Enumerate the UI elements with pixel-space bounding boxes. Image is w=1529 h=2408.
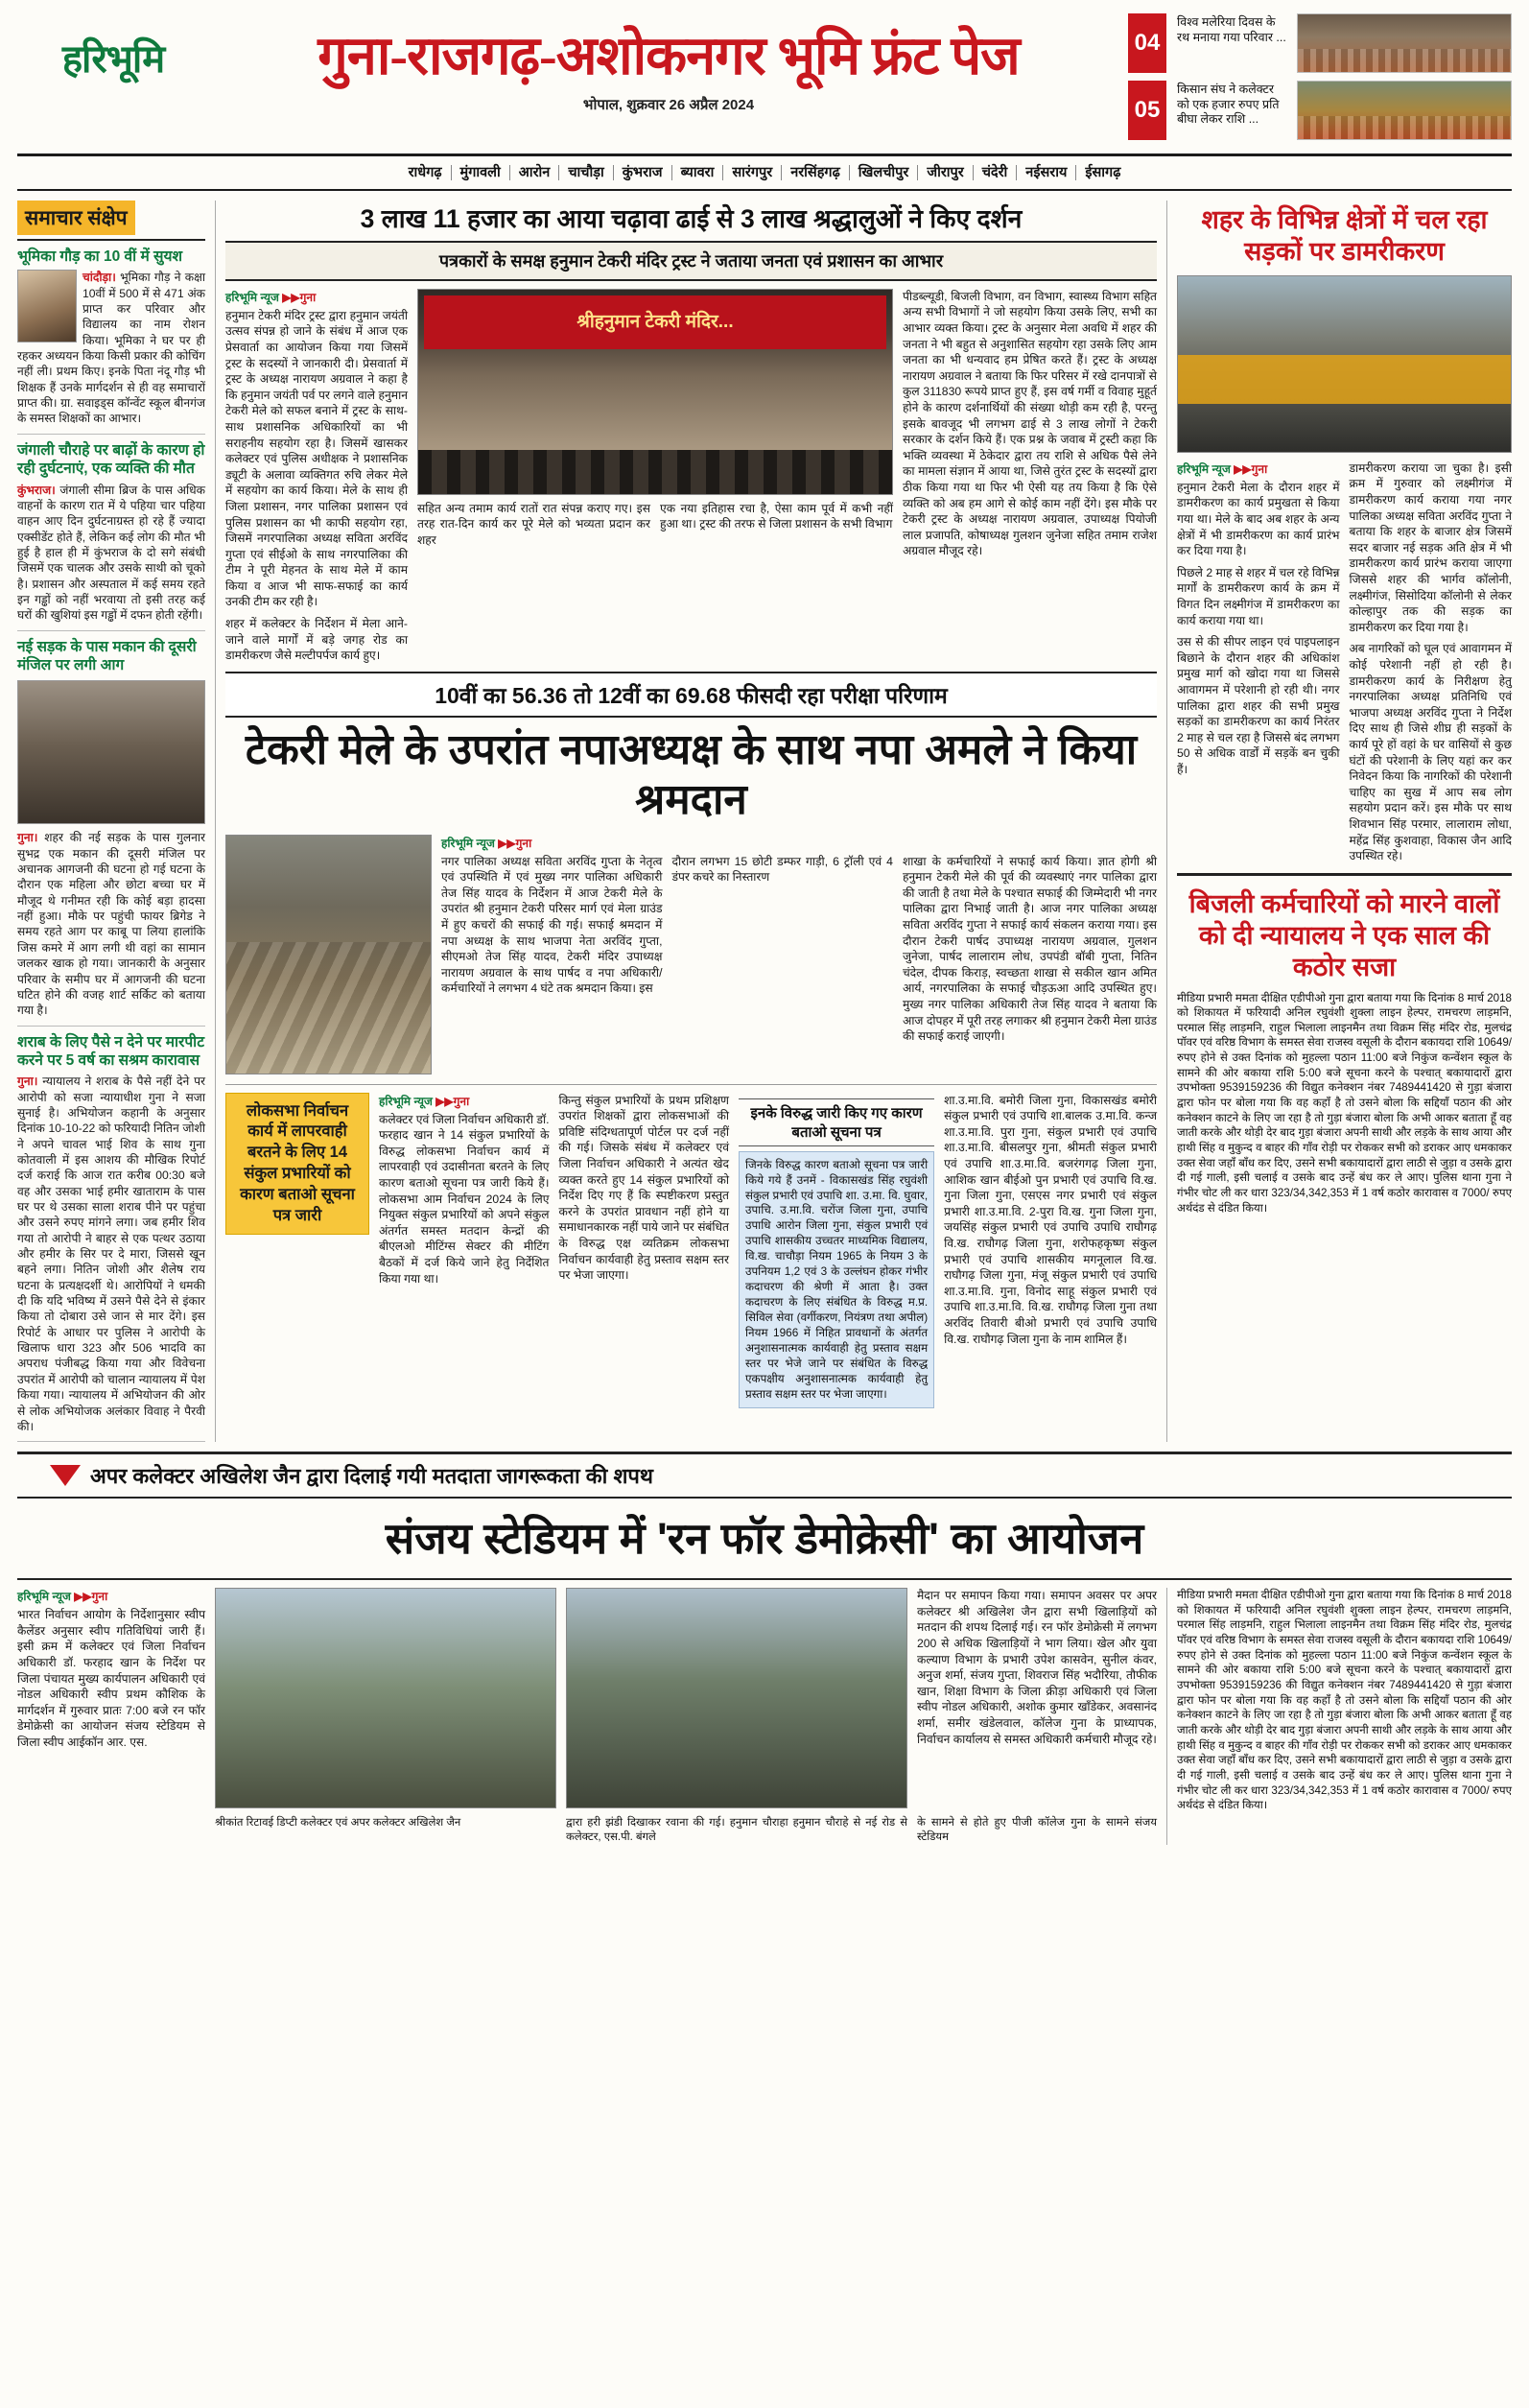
masthead-center <box>209 13 1128 114</box>
promo-photo <box>1297 81 1512 140</box>
promo-text: विश्व मलेरिया दिवस के रथ मनाया गया परिवार ... <box>1177 15 1286 44</box>
run-caption-1: श्रीकांत रिटावई डिप्टी कलेक्टर एवं अपर कलेक्टर अखिलेश जैन <box>215 1817 461 1830</box>
run-caption-3: के सामने से होते हुए पीजी कॉलेज गुना के सामने संजय स्टेडियम <box>917 1817 1157 1844</box>
bottom-col-2 <box>215 1588 1157 1845</box>
shramdan-row <box>225 835 1157 1074</box>
publication-logo: हरिभूमि <box>61 37 165 81</box>
nav-item[interactable]: चंदेरी <box>974 165 1018 180</box>
byline-location: गुना <box>1251 461 1268 476</box>
promo-item[interactable] <box>1128 81 1512 140</box>
brief-dateline: कुंभराज। <box>17 483 56 497</box>
notice-col-4 <box>944 1093 1157 1409</box>
nav-item[interactable]: आरोन <box>510 165 560 180</box>
byline-brand: हरिभूमि न्यूज <box>17 1590 71 1604</box>
road-para-4: डामरीकरण कराया जा चुका है। इसी क्रम में गुरुवार को लक्ष्मीगंज में डामरीकरण कार्य कराया गया नगर पालिका अध्यक्ष सविता अरविंद गुप्ता ने बताया कि शहर के बाजार क्षेत्र जिसमें सदर बाजार नई सड़क अति क्षेत्र में भी डामरीकरण कार्य प्रारंभ कराया जाएगा जिससे शहर की भार्गव कॉलोनी, लक्ष्मीगंज, सिसोदिया कॉलोनी से लेकर कोल्हापुर तक की सड़क का डामरीकरण कर दिया गया है। <box>1349 460 1512 634</box>
byline: हरिभूमि न्यूज ▶▶गुना <box>17 1590 108 1604</box>
byline-location: गुना <box>299 290 317 304</box>
microphone-row <box>418 450 892 494</box>
lead-kicker: 3 लाख 11 हजार का आया चढ़ावा ढाई से 3 लाख श्रद्धालुओं ने किए दर्शन <box>225 201 1157 243</box>
brief-headline: जंगाली चौराहे पर बाढ़ों के कारण हो रही दुर्घटनाएं, एक व्यक्ति की मौत <box>17 441 205 478</box>
road-para-3: उस से की सीपर लाइन एवं पाइपलाइन बिछाने के दौरान शहर की अधिकांश प्रमुख मार्ग को खोदा गया था जिससे आवागमन में परेशानी हो रही थी। नगर पालिका द्वारा शहर की सभी प्रमुख सड़कों का डामरीकरण का कार्य निरंतर 2 माह से चल रहा है जिससे बंद लगभग 50 से अधिक वार्डों में सड़कें बन चुकी हैं। <box>1177 635 1340 776</box>
triangle-marker-icon <box>50 1465 81 1486</box>
sanku l-story-row <box>225 1084 1157 1409</box>
byline: हरिभूमि न्यूज ▶▶गुना <box>441 836 532 850</box>
main-grid <box>17 201 1512 1442</box>
road-col-1 <box>1177 460 1340 864</box>
oath-band <box>17 1452 1512 1499</box>
road-roller-photo <box>1177 275 1512 453</box>
run-photos-row <box>215 1588 1157 1808</box>
lead-paragraph-2: शहर में कलेक्टर के निर्देशन में मेला आने-जाने वाले मार्गों में बड़े जगह रोड का डामरीकरण जैसे मल्टीपर्पज कार्य हुए। <box>225 617 408 663</box>
run-for-democracy-headline: संजय स्टेडियम में 'रन फॉर डेमोक्रेसी' का आयोजन <box>17 1499 1512 1580</box>
nav-item[interactable]: जीरापुर <box>918 165 973 180</box>
nav-item[interactable]: नईसराय <box>1017 165 1076 180</box>
brief-text: जंगाली सीमा ब्रिज के पास अधिक वाहनों के कारण रात में ये पहिया चार पहिया वाहन आए दिन दुर्घटनाग्रस्त हो रहे हैं ज्यादा एक्सीडेंट होते हैं, लेकिन कई लोग की मौत भी हुई है हाल ही में कुंभराज के दो सगे संबंधी जिसमें एक चालक और उसके साथी को चूको है। प्रशासन और अस्पताल में कई समय रहते इन गड्ढों को नहीं भरवाया तो इसी तरह कई घरों की खुशियां इस गड्ढों में दफन होती रहेंगी। <box>17 483 205 623</box>
shramdan-para-3: शाखा के कर्मचारियों ने सफाई कार्य किया। ज्ञात होगी श्री हनुमान टेकरी मेले की पूर्व की व्यवस्थाएं नगर पालिका द्वारा की जाती है तथा मेले के पश्चात सफाई की जिम्मेदारी भी नगर पालिका द्वारा निभाई जाती है। आज नगर पालिका अध्यक्ष सविता अरविंद गुप्ता ने सफाई कार्य संकलन कराया गया। इस दौरान टेकरी पार्षद उपाध्यक्ष नारायण अग्रवाल, गुलशन जुनेजा, पार्षद लालाराम लोध, उपपंडी बॉबी गुप्ता, नितिन चंदेल, दीपक किराड़, स्वच्छता शाखा से सकील खान अमित आर्य, नगरपालिका के सफाई चौड़ऊआ आदि उपस्थित हुए। मुख्य नगर पालिका अधिकारी तेज सिंह यादव ने बताया कि आज दोपहर में पूरी तरह लगाकर श्री हनुमान टेकरी मेला ग्राउंड की सफाई कराई जाएगी। <box>902 854 1157 1044</box>
sidebar-header <box>17 201 205 241</box>
run-para-1: भारत निर्वाचन आयोग के निर्देशानुसार स्वीप कैलेंडर अनुसार स्वीप गतिविधियां जारी हैं। इसी क्रम में कलेक्टर एवं जिला निर्वाचन अधिकारी डॉ. फरहाद खान के निर्देश पर जिला पंचायत मुख्य कार्यपालन अधिकारी एवं नोडल अधिकारी स्वीप प्रथम कौशिक के मार्गदर्शन में गुरुवार प्रातः 7:00 बजे रन फॉर डेमोक्रेसी का आयोजन संजय स्टेडियम से जिला स्वीप आईकॉन आर. एस. <box>17 1608 205 1749</box>
road-story-body <box>1177 460 1512 864</box>
brief-body <box>17 1074 205 1434</box>
run-photo-2-block <box>566 1588 907 1808</box>
byline-location: गुना <box>453 1094 470 1108</box>
nav-item[interactable]: ब्यावरा <box>672 165 724 180</box>
byline-brand: हरिभूमि न्यूज <box>441 836 495 850</box>
byline-brand: हरिभूमि न्यूज <box>1177 461 1231 476</box>
lead-col-1 <box>225 289 408 664</box>
notice-blue-box: जिनके विरुद्ध कारण बताओ सूचना पत्र जारी किये गये हैं उनमें - विकासखंड सिंह रघुवंशी संकुल प्रभारी एवं उपाचि शा. उ.मा. वि. घुवार, उपाचि. उ.मा.वि. चरोंज जिला गुना, उपाचि उपाधि आरोन जिला गुना, संकुल प्रभारी एवं उपाचि शासकीय उच्चतर माध्यमिक विद्यालय, वि.ख. चाचौड़ा नियम 1965 के नियम 3 के उपनियम 1,2 एवं 3 के उल्लंघन होकर गंभीर कदाचरण की श्रेणी में आता है। उक्त कदाचरण के लिए संबंधित के विरुद्ध म.प्र. सिविल सेवा (वर्गीकरण, नियंत्रण तथा अपील) नियम 1966 में निहित प्रावधानों के अंतर्गत अनुशासनात्मक कार्यवाही हेतु प्रस्ताव सक्षम स्तर पर भेजे जाने पर संबंधित के विरुद्ध एकपक्षीय अनुशासनात्मक कार्यवाही हेतु प्रस्ताव सक्षम स्तर पर भेजा जाएगा। <box>739 1151 934 1409</box>
brief-text: शहर की नई सड़क के पास गुलनार सुभद्र एक मकान की दूसरी मंजिल पर अचानक आगजनी की घटना हो गई घटना के दौरान एक महिला और छोटा बच्चा घर में मौजूद थे गनीमत रही कि कोई बड़ा हादसा नहीं हुआ। मौके पर पहुंची फायर ब्रिगेड ने समय रहते आग पर काबू पा लिया हालांकि जिस कमरे में आग लगी थी वहां का सामान जलकर खाक हो गया। जानकारी के अनुसार परिवार के समीप घर में आगजनी की घटना घटित होने की वजह शार्ट सर्किट को बताया गया है। <box>17 831 205 1018</box>
bottom-col-1 <box>17 1588 205 1845</box>
brief-headline: शराब के लिए पैसे न देने पर मारपीट करने पर 5 वर्ष का सश्रम कारावास <box>17 1033 205 1069</box>
notice-para-3: शा.उ.मा.वि. बमोरी जिला गुना, विकासखंड बमोरी संकुल प्रभारी एवं उपाचि शा.बालक उ.मा.वि. कन्ज शा.उ.मा.वि. पुरा गुना, संकुल प्रभारी एवं उपाचि शा.उ.मा.वि. बीसलपुर गुना, श्रीमती संकुल प्रभारी एवं उपाचि शा.उ.मा.वि. बजरंगगढ़ जिला गुना, आशिक खान बीईओ पुन प्रभारी एवं उपाचि वि.ख. गुना जिला गुना, एसएस नगर प्रभारी एवं संकुल प्रभारी शा.उ.मा.वि. 2-पुरा वि.ख. गुना जिला गुना, जयसिंह संकुल प्रभारी एवं उपाचि उपाधि राघौगढ़ वि.ख. राघौगढ़ जिला गुना, शरोफहकृष्ण संकुल प्रभारी एवं उपाचि शासकीय मगनूलाल वि.ख. राघौगढ़ जिला गुना, मंजू संकुल प्रभारी एवं उपाधि शा.उ.मा.वि. गुना, विनोद साहू संकुल प्रभारी एवं उपाचि शा.उ.मा.वि. वि.ख. राघौगढ़ जिला गुना तथा अरविंद तिवारी बीओ प्रभारी एवं उपाचि उपाधि वि.ख. राघौगढ़ जिला गुना के नाम शामिल हैं। <box>944 1093 1157 1346</box>
byline-location: गुना <box>515 836 532 850</box>
brief-headline: भूमिका गौड़ का 10 वीं में सुयश <box>17 248 183 265</box>
brief-item <box>17 1027 205 1443</box>
lead-paragraph-5: पीडब्ल्यूडी, बिजली विभाग, वन विभाग, स्वास्थ्य विभाग सहित अन्य सभी विभागों ने जो सहयोग किया उसके लिए, सभी का आभार व्यक्त किया। ट्रस्ट के अनुसार मेला अवधि में शहर की जनता ने भी बहुत से अनुशासित सहयोग रहा उसके लिए आम जनता का भी धन्यवाद हम प्रेषित करते हैं। ट्रस्ट के अध्यक्ष नारायण अग्रवाल ने बताया कि फिर परिसर में रखे दानपात्रों से कुल 311830 रूपये प्राप्त हुए हैं, इस वर्ष गर्मी व विवाह मुहूर्त होने के कारण दर्शनार्थियों की संख्या थोड़ी कम रही है, परन्तु इसके बावजूद भी लगभग ढाई से 3 लाख लोगों ने टेकरी सरकार के दर्शन किये हैं। एक प्रश्न के जवाब में ट्रस्टी कहा कि भक्ति व्यवस्था में ठेकेदार द्वारा तय राशि से अधिक पैसे लेने का मामला संज्ञान में आया था, जिसे तुरंत ट्रस्ट के सदस्यों द्वारा ठीक किया गया था फिर भी ऐसी यह तय किया है कि ऐसे व्यक्ति को अब हम आगे से कोई काम नहीं देंगे। इस मौके पर टेकरी ट्रस्ट के अध्यक्ष नारायण अग्रवाल, उपाध्यक्ष पियोजी लाल प्रजापति, कोषाध्यक्ष गुलशन जुनेजा सहित तमाम राजेश अग्रवाल मौजूद रहे। <box>903 289 1157 558</box>
edition-title: गुना-राजगढ़-अशोकनगर भूमि फ्रंट पेज <box>318 27 1020 86</box>
byline: हरिभूमि न्यूज ▶▶गुना <box>225 290 317 304</box>
fire-damage-photo <box>17 680 205 824</box>
promo-page-number: 04 <box>1128 13 1166 73</box>
brief-text: न्यायालय ने शराब के पैसे नहीं देने पर आरोपी को सजा न्यायाधीश गुना ने सजा सुनाई है। अभियोजन कहानी के अनुसार दिनांक 10-10-22 को फरियादी नितिन जोशी ने अपने चावल भाई शिव के साथ गुना कोतवाली में इस आशय की मौखिक रिपोर्ट दर्ज कराई कि आज रात करीब 00:30 बजे वह और उसका भाई हमीर खाताराम के पास घर पर थे उसका साला शराब पीने पर पहुंचा और उसने रुपए मांगने लगा। जब हमीर शिव गया तो आरोपी ने बाहर से एक पत्थर उठाया और हमीर के सिर पर दे मारा, जिससे खून बहने लगा। नितिन जोशी और शैलेष राय घटना के प्रत्यक्षदर्शी थे। आरोपियों ने धमकी दी कि यदि भविष्य में उसने पैसे देने से इंकार किया तो दोबारा उसे जान से मार देंगे। इस रिपोर्ट के आधार पर पुलिस ने आरोपी के खिलाफ धारा 323 और 506 भादवि का अपराध पंजीबद्ध किया गया और विवेचना उपरांत में आरोपी को चालान न्यायालय में पेश किया गया। न्यायालय में अभियोजन की ओर से लोक अभियोजक अलंकार विवाह ने पैरवी की। <box>17 1074 205 1433</box>
run-caption-2: द्वारा हरी झंडी दिखाकर रवाना की गई। हनुमान चौराहा हनुमान चौराहे से नई रोड से कलेक्टर, एस.पी. बंगले <box>566 1817 907 1844</box>
runners-photo <box>566 1588 907 1808</box>
lead-subhead: पत्रकारों के समक्ष हनुमान टेकरी मंदिर ट्रस्ट ने जताया जनता एवं प्रशासन का आभार <box>225 243 1157 281</box>
nav-item[interactable]: नरसिंहगढ़ <box>782 165 850 180</box>
promo-teasers <box>1128 13 1512 148</box>
lead-photo-caption-row <box>417 501 893 549</box>
court-story-body: मीडिया प्रभारी ममता दीक्षित एडीपीओ गुना द्वारा बताया गया कि दिनांक 8 मार्च 2018 को शिकायत में फरियादी अनिल रघुवंशी शुक्ला लाइन हेल्पर, रामचरण लाड़मनि, परमाल सिंह लाड़मनि, राहुल भिलाला लाइनमैन तथा विक्रम सिंह मंदिर रोड, मुलचंद्र पॉवर एवं वरिष्ठ विभाग के समस्त सेवा राजस्व वसूली के दौरान बकायदा राशि 10649/ रुपए होने से उक्त दिनांक को मुहल्ला पठान 11:00 बजे निकुंज कन्वेंशन स्कूल के सामने की ओर बकाया राशि 5:00 बजे सूचना करने के पश्चात् बकायादारों द्वारा उपभोक्ता 9539159236 की विद्युत कनेक्शन नंबर 7489441420 से गुड़ा बंजारा द्वारा फोन पर बोला गया कि वह कहाँ है तो उसने बोला कि सद्दियाँ पठान की ओर कनेक्शन काटने के लिए जा रहा है तो गुड़ा बंजारा बोला कि अभी आकर बताता हूँ वह जाती करके और थोड़ी देर बाद गुड़ा बंजारा अपनी साथी और लड़के के साथ आया और हाथी सिंह व मुकुन्द व बाहर की गाँव रोड़ी पर रोककर सभी को डराकर आए धमकाकर उक्त सेवा जहाँ बाँध कर दिए, उसने सभी बकायादारों द्वारा लाठी से जुड़ा व उसके द्वारा दी गई गाली, इसी चलाई व उसके बाद उन्हें बंध कर ले आए। पुलिस थाना गुना ने गंभीर चोट ली कर धारा 323/34,342,353 में 1 वर्ष कठोर कारावास व 7000/ रुपए अर्थदंड से दंडित किया। <box>1177 991 1512 1215</box>
photo-banner-text: श्रीहनुमान टेकरी मंदिर... <box>424 295 886 349</box>
lead-col-4 <box>903 289 1157 664</box>
notice-yellow-block <box>225 1093 369 1409</box>
road-story-headline: शहर के विभिन्न क्षेत्रों में चल रहा सड़कों पर डामरीकरण <box>1201 205 1488 266</box>
road-col-2 <box>1350 460 1513 864</box>
flag-off-photo <box>215 1588 556 1808</box>
masthead-left <box>17 13 209 83</box>
nav-item[interactable]: खिलचीपुर <box>850 165 919 180</box>
brief-photo <box>17 270 77 342</box>
sidebar-briefs <box>17 201 205 1442</box>
run-photo-1-block <box>215 1588 556 1808</box>
run-text-block <box>917 1588 1157 1808</box>
promo-item[interactable] <box>1128 13 1512 73</box>
promo-page-number: 05 <box>1128 81 1166 140</box>
nav-item[interactable]: मुंगावली <box>452 165 510 180</box>
byline: हरिभूमि न्यूज ▶▶गुना <box>1177 461 1268 476</box>
lead-photo-block <box>417 289 893 664</box>
shramdan-para-2: दौरान लगभग 15 छोटी डम्फर गाड़ी, 6 ट्रॉली एवं 4 डंपर कचरे का निस्तारण <box>671 854 893 885</box>
brief-item <box>17 435 205 631</box>
brief-dateline: गुना। <box>17 831 38 845</box>
shramdan-photo <box>225 835 432 1074</box>
road-para-1: हनुमान टेकरी मेला के दौरान शहर में डामरीकरण का कार्य प्रमुखता से किया गया था। मेले के बाद अब शहर के अन्य क्षेत्रों में भी डामरीकरण का कार्य प्रारंभ कर दिया गया है। <box>1177 480 1340 558</box>
notice-callout: लोकसभा निर्वाचन कार्य में लापरवाही बरतने के लिए 14 संकुल प्रभारियों को कारण बताओ सूचना पत्र जारी <box>225 1093 369 1236</box>
right-rail <box>1166 201 1512 1442</box>
notice-col-3 <box>739 1093 934 1409</box>
promo-photo <box>1297 13 1512 73</box>
nav-item[interactable]: सारंगपुर <box>723 165 782 180</box>
bottom-right-text: मीडिया प्रभारी ममता दीक्षित एडीपीओ गुना द्वारा बताया गया कि दिनांक 8 मार्च 2018 को शिकायत में फरियादी अनिल रघुवंशी शुक्ला लाइन हेल्पर, रामचरण लाड़मनि, परमाल सिंह लाड़मनि, राहुल भिलाला लाइनमैन तथा विक्रम सिंह मंदिर रोड, मुलचंद्र पॉवर एवं वरिष्ठ विभाग के समस्त सेवा राजस्व वसूली के दौरान बकायदा राशि 10649/ रुपए होने से उक्त दिनांक को मुहल्ला पठान 11:00 बजे निकुंज कन्वेंशन स्कूल के सामने की ओर बकाया राशि 5:00 बजे सूचना करने के पश्चात् बकायादारों द्वारा उपभोक्ता 9539159236 की विद्युत कनेक्शन नंबर 7489441420 से गुड़ा बंजारा द्वारा फोन पर बोला गया कि वह कहाँ है तो उसने बोला कि सद्दियाँ पठान की ओर कनेक्शन काटने के लिए जा रहा है तो गुड़ा बंजारा बोला कि अभी आकर बताता हूँ वह जाती करके और थोड़ी देर बाद गुड़ा बंजारा अपनी साथी और लड़के के साथ आया और हाथी सिंह व मुकुन्द व बाहर की गाँव रोड़ी पर रोककर सभी को डराकर आए धमकाकर उक्त सेवा जहाँ बाँध कर दिए, उसने सभी बकायादारों द्वारा लाठी से जुड़ा व उसके द्वारा दी गई गाली, इसी चलाई व उसके बाद उन्हें बंध कर ले आए। पुलिस थाना गुना ने गंभीर चोट ली कर धारा 323/34,342,353 में 1 वर्ष कठोर कारावास व 7000/ रुपए अर्थदंड से दंडित किया। <box>1177 1589 1512 1812</box>
nav-item[interactable]: चाचौड़ा <box>559 165 613 180</box>
run-captions-row <box>215 1812 1157 1845</box>
byline-brand: हरिभूमि न्यूज <box>225 290 279 304</box>
lead-body-row <box>225 289 1157 664</box>
shramdan-kicker: 10वीं का 56.36 तो 12वीं का 69.68 फीसदी रहा परीक्षा परिणाम <box>225 672 1157 718</box>
court-story-headline: बिजली कर्मचारियों को मारने वालों को दी न्यायालय ने एक साल की कठोर सजा <box>1188 888 1500 981</box>
notice-para-2: किन्तु संकुल प्रभारियों के प्रथम प्रशिक्षण उपरांत शिक्षकों द्वारा लोकसभाओं की प्रविष्टि संदिग्धतापूर्ण पोर्टल पर दर्ज नहीं की गई। जिसके संबंध में कलेक्टर एवं जिला निर्वाचन अधिकारी ने अत्यंत खेद व्यक्त करते हुए 14 संकुल प्रभारियों को निर्देश दिए गए हैं कि स्पष्टीकरण प्रस्तुत करने के उपरांत प्रावधान नहीं होने या समाधानकारक नहीं पाये जाने पर संबंधित के विरुद्ध एक्ष व्यतिक्रम लोकसभा निर्वाचन कार्यवाही हेतु प्रस्ताव सक्षम स्तर पर भेजा जाएगा। <box>558 1093 729 1283</box>
shramdan-columns <box>441 854 1157 1045</box>
brief-body <box>17 830 205 1018</box>
byline-location: गुना <box>91 1590 108 1604</box>
main-content <box>215 201 1157 1442</box>
byline-brand: हरिभूमि न्यूज <box>379 1094 433 1108</box>
notice-para-1: कलेक्टर एवं जिला निर्वाचन अधिकारी डॉ. फरहाद खान ने 14 संकुल प्रभारियों के विरुद्ध लोकसभा निर्वाचन कार्य में लापरवाही एवं उदासीनता बरतने के लिए कारण बताओ सूचना पत्र जारी किये हैं। लोकसभा आम निर्वाचन 2024 के लिए नियुक्त संकुल प्रभारियों को अपने संकुल अंतर्गत समस्त मतदान केन्द्रों की बीएलओ मीटिंग्स सेक्टर की मीटिंग बैठकों में दर्ज किये जाने हेतु निर्देशित किया गया था। <box>379 1112 550 1286</box>
shramdan-para-1: नगर पालिका अध्यक्ष सविता अरविंद गुप्ता के नेतृत्व एवं उपस्थिति में एवं मुख्य नगर पालिका अधिकारी तेज सिंह यादव के निर्देशन में आज टेकरी मेले के उपरांत श्री हनुमान टेकरी परिसर मार्ग एवं मेला ग्राउंड में हुए कचरों की सफाई की गई। सफाई श्रमदान में नपा अध्यक्ष के साथ भाजपा नेता अरविंद गुप्ता, सीएमओ तेज सिंह यादव, टेकरी मंदिर उपाध्यक्ष नारायण अग्रवाल के साथ पार्षद व नपा अधिकारी/कर्मचारियों ने लगभग 4 घंटे तक श्रमदान किया। इस <box>441 854 663 996</box>
nav-item[interactable]: राधेगढ़ <box>400 165 452 180</box>
road-para-5: अब नागरिकों को घूल एवं आवागमन में कोई परेशानी नहीं हो रही है। डामरीकरण कार्य के निरीक्षण हेतु नगरपालिका अध्यक्ष प्रतिनिधि एवं भाजपा अध्यक्ष अरविंद गुप्ता ने निर्देश दिए साथ ही जिसे शीघ्र ही सड़कों के कार्य पूरे हों वहां के घर वासियों से कुछ घंटों की परेशानी के लिए यहां कर कर निवेदन किया कि नागरिकों की परेशानी चाहिए का सुख में आप सब लोग सहयोग प्रदान करें। इस मौके पर साथ शिवभान सिंह परमार, लालाराम लोधा, महेंद्र सिंह कुशवाहा, विकास जैन आदि उपस्थित रहे। <box>1349 642 1512 863</box>
press-conference-photo <box>417 289 893 495</box>
notice-col-1 <box>379 1093 550 1409</box>
shramdan-text-block <box>441 835 1157 1074</box>
bottom-col-3 <box>1166 1588 1512 1845</box>
brief-item <box>17 241 205 435</box>
shramdan-headline: टेकरी मेले के उपरांत नपाअध्यक्ष के साथ नपा अमले ने किया श्रमदान <box>245 725 1138 823</box>
masthead <box>17 13 1512 156</box>
byline: हरिभूमि न्यूज ▶▶गुना <box>379 1094 470 1108</box>
brief-item <box>17 631 205 1027</box>
run-para-2: मैदान पर समापन किया गया। समापन अवसर पर अपर कलेक्टर श्री अखिलेश जैन द्वारा सभी खिलाड़ियों को मतदान की शपथ दिलाई गई। रन फॉर डेमोक्रेसी में लगभग 200 से अधिक खिलाड़ियों ने भाग लिया। खेल और युवा कल्याण विभाग के प्रभारी उपेश कासवेन, सुनील कंवर, अनुज शर्मा, संजय गुप्ता, शिवराज सिंह भदौरिया, तौफीक खान, शिक्षा विभाग के जिला क्रीड़ा अधिकारी एवं जिला स्वीप नोडल अधिकारी, अशोक कुमार खाँडेकर, अवसानंद शर्मा, समीर खंडेलवाल, कॉलेज गुना के प्राध्यापक, निर्वाचन कार्यालय से समस्त अधिकारी कर्मचारी मौजूद रहे। <box>917 1589 1157 1746</box>
promo-text: किसान संघ ने कलेक्टर को एक हजार रुपए प्रति बीघा लेकर राशि ... <box>1177 83 1280 127</box>
brief-dateline: चांदौड़ा। <box>82 271 116 285</box>
oath-band-text: अपर कलेक्टर अखिलेश जैन द्वारा दिलाई गयी मतदाता जागरूकता की शपथ <box>90 1464 653 1489</box>
brief-dateline: गुना। <box>17 1074 38 1089</box>
dateline: भोपाल, शुक्रवार 26 अप्रैल 2024 <box>582 96 755 113</box>
sidebar-title: समाचार संक्षेप <box>17 201 135 235</box>
bottom-grid <box>17 1588 1512 1845</box>
lead-paragraph-3: सहित अन्य तमाम कार्य रातों रात संपन्न कराए गए। इस तरह रात-दिन कार्य कर पूरे मेले को भव्यता प्रदान कर शहर <box>417 501 650 547</box>
lead-paragraph-4: एक नया इतिहास रचा है, ऐसा काम पूर्व में कभी नहीं हुआ था। ट्रस्ट की तरफ से जिला प्रशासन के सभी विभाग <box>660 501 893 531</box>
lead-paragraph: हनुमान टेकरी मंदिर ट्रस्ट द्वारा हनुमान जयंती उत्सव संपन्न हो जाने के संबंध में आज एक प्रेसवार्ता का आयोजन किया गया जिसमें ट्रस्ट के सदस्यों ने जानकारी दी। प्रेसवार्ता में ट्रस्ट के अध्यक्ष नारायण अग्रवाल ने कहा है कि हनुमान जयंती पर्व पर लगने वाले हनुमान टेकरी मेले को सफल बनाने में ट्रस्ट के साथ-साथ प्रशासनिक अधिकारियों का भी सराहनीय सहयोग रहा है। जिसमें खासकर कलेक्टर एवं पुलिस अधीक्षक ने प्रशासनिक ड्यूटी के अलावा व्यक्तिगत रुचि लेकर मेले में सहयोग का कार्य किया। मेले के साथ ही जिला प्रशासन, नगर पालिका प्रशासन एवं पुलिस प्रशासन का भी काफी सहयोग रहा, जिसमें नगरपालिका अध्यक्ष सविता अरविंद गुप्ता एवं सीईओ के साथ नगरपालिका की टीम ने पूरी मेहनत के साथ मेले में काम किया व आज भी साफ-सफाई का कार्य उनकी टीम कर रही है। <box>225 308 408 609</box>
nav-item[interactable]: ईसागढ़ <box>1085 165 1121 180</box>
section-divider <box>1177 873 1512 876</box>
region-nav-strip <box>17 156 1512 191</box>
notice-subhead: इनके विरुद्ध जारी किए गए कारण बताओ सूचना पत्र <box>739 1098 934 1146</box>
road-para-2: पिछले 2 माह से शहर में चल रहे विभिन्न मार्गों के डामरीकरण कार्य के क्रम में विगत दिन लक्ष्मीगंज में डामरीकरण का कार्य कराया गया था। <box>1177 565 1340 627</box>
shramdan-photo-block <box>225 835 432 1074</box>
nav-item[interactable]: कुंभराज <box>614 165 672 180</box>
brief-body <box>17 483 205 624</box>
brief-text: भूमिका गौड़ ने कक्षा 10वीं में 500 में से 471 अंक प्राप्त कर परिवार और विद्यालय का नाम रोशन किया। भूमिका ने घर पर ही रहकर अध्ययन किया किसी प्रकार की कोचिंग नहीं ली। प्रथम किए। इनके पिता नंदू गौड़ भी शिक्षक हैं उनके मार्गदर्शन से ही वह समाचारों प्राप्त की। ग्रा. सवाइड्स कॉन्वेंट स्कूल बीनगंज के समस्त शिक्षकों का आभार। <box>17 271 205 426</box>
brief-headline: नई सड़क के पास मकान की दूसरी मंजिल पर लगी आग <box>17 638 197 674</box>
notice-col-2 <box>559 1093 730 1409</box>
